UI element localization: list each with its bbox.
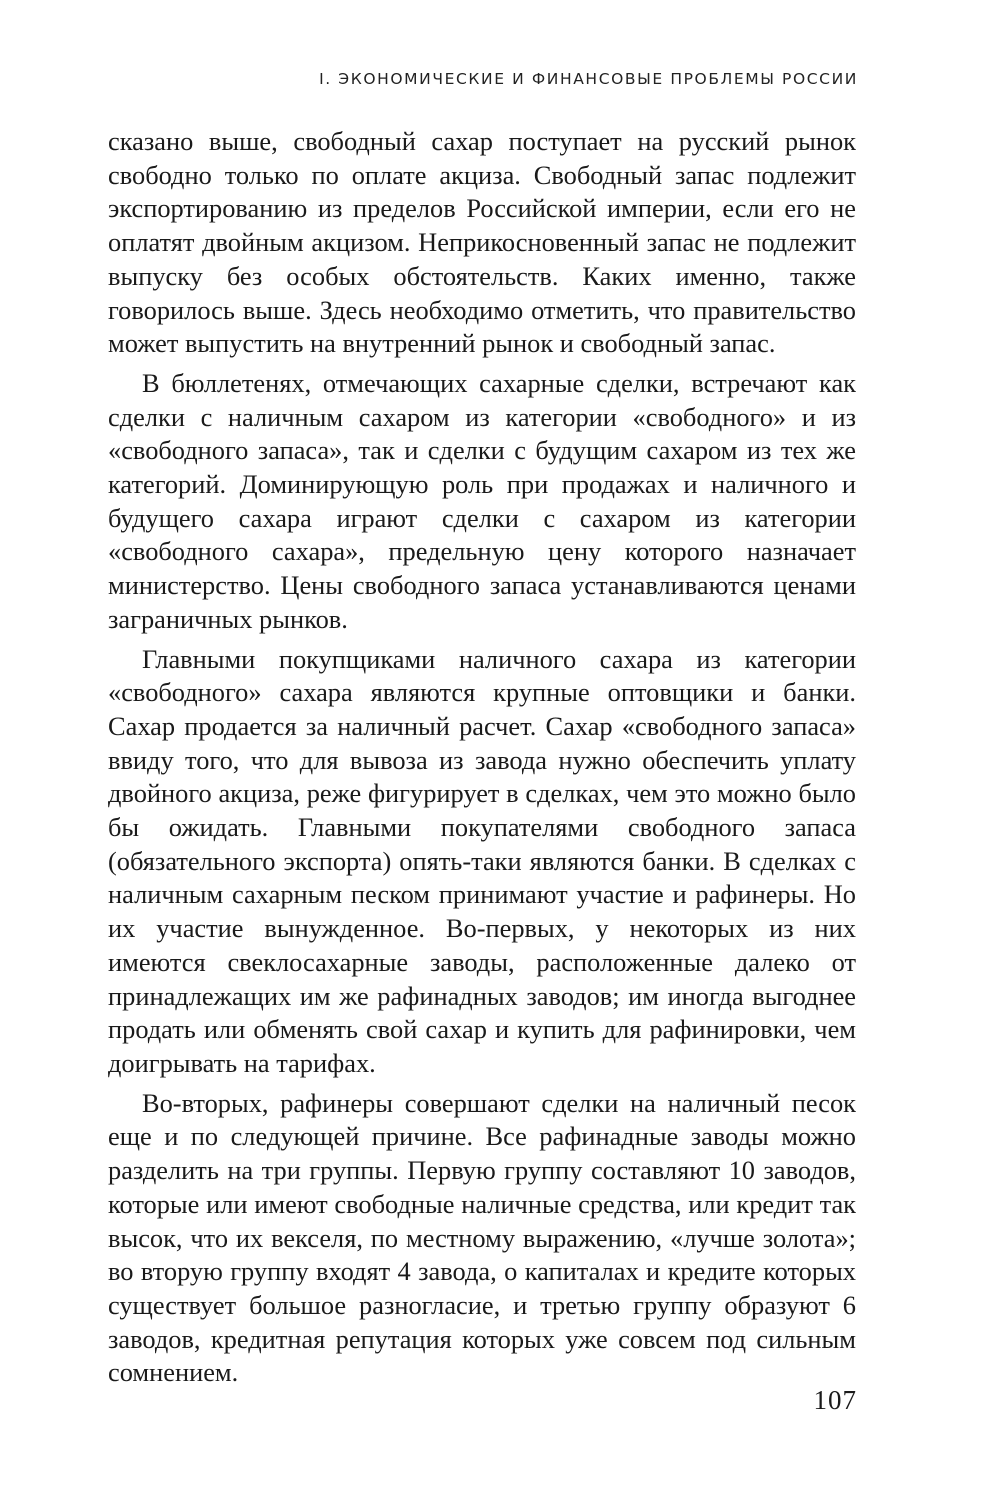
paragraph-3: Главными покупщиками наличного сахара из категории «свободного» сахара являются крупные оптовщики и банки. Сахар продается за наличный расчет. Сахар «свободного запаса» ввиду того, что для вывоза из завода нужно обеспечить уплату двойного акциза, реже фигурирует в сделках, чем это можно было бы ожидать. Главными покупателями свободного запаса (обязательного экспорта) опять-таки являются банки. В сделках с наличным сахарным песком принимают участие и рафинеры. Но их участие вынужденное. Во-первых, у некоторых из них имеются свеклосахарные заводы, расположенные далеко от принадлежащих им же рафинадных заводов; им иногда выгоднее продать или обменять свой сахар и купить для рафинировки, чем доигрывать на тарифах.: [108, 643, 856, 1078]
paragraph-4: Во-вторых, рафинеры совершают сделки на наличный песок еще и по следующей причине. Все рафинадные заводы можно разделить на три группы. Первую группу составляют 10 заводов, которые или имеют свободные наличные средства, или кредит так высок, что их векселя, по местному выражению, «лучше золота»; во вторую группу входят 4 завода, о капиталах и кредите которых существует большое разногласие, и третью группу образуют 6 заводов, кредитная репутация которых уже совсем под сильным сомнением.: [108, 1087, 856, 1388]
running-head: I. ЭКОНОМИЧЕСКИЕ И ФИНАНСОВЫЕ ПРОБЛЕМЫ РОССИИ: [319, 70, 858, 88]
paragraph-1: сказано выше, свободный сахар поступает на русский рынок свободно только по оплате акциза. Свободный запас подлежит экспортированию из пределов Российской империи, если его не оплатят двойным акцизом. Неприкосновенный запас не подлежит выпуску без особых обстоятельств. Каких именно, также говорилось выше. Здесь необходимо отметить, что правительство может выпустить на внутренний рынок и свободный запас.: [108, 126, 856, 359]
paragraph-2: В бюллетенях, отмечающих сахарные сделки, встречают как сделки с наличным сахаром из категории «свободного» и из «свободного запаса», так и сделки с будущим сахаром из тех же категорий. Доминирующую роль при продажах и наличного и будущего сахара играют сделки с сахаром из категории «свободного сахара», предельную цену которого назначает министерство. Цены свободного запаса устанавливаются ценами заграничных рынков.: [108, 367, 856, 634]
body-text: [108, 125, 856, 1396]
page-number: 107: [813, 1385, 857, 1415]
